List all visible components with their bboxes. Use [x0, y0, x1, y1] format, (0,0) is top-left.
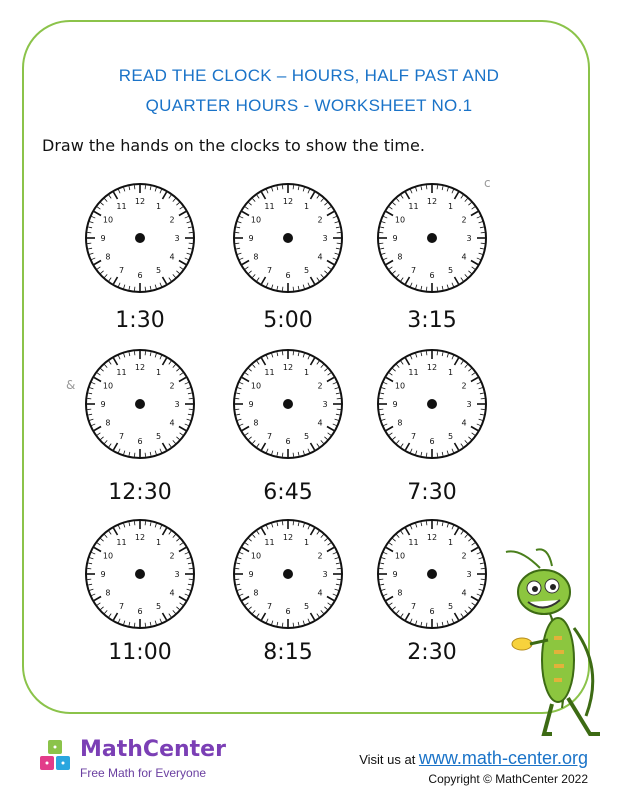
- worksheet-title-line-2: QUARTER HOURS - WORKSHEET NO.1: [145, 96, 473, 115]
- clock-number: 8: [397, 252, 403, 262]
- clock-number: 8: [253, 418, 259, 428]
- clock-number: 5: [303, 266, 310, 276]
- clock-number: 5: [155, 266, 162, 276]
- clock-number: 11: [408, 537, 419, 547]
- clock-number: 2: [317, 551, 323, 561]
- clock-number: 11: [116, 201, 127, 211]
- clock-number: 1: [447, 201, 454, 211]
- clock-number: 1: [303, 367, 310, 377]
- clock-number: 11: [264, 201, 275, 211]
- clock-number: 10: [250, 215, 262, 225]
- clock-number: 6: [429, 271, 435, 280]
- time-label: 1:30: [115, 308, 165, 333]
- clock-number: 11: [264, 367, 275, 377]
- clock-number: 12: [426, 363, 438, 372]
- clock-number: 2: [169, 551, 175, 561]
- clock-number: 9: [100, 400, 106, 409]
- clock-number: 5: [155, 602, 162, 612]
- clock-number: 3: [322, 234, 328, 243]
- time-label: 8:15: [263, 640, 313, 665]
- clock-number: 4: [461, 588, 467, 598]
- clock-number: 10: [250, 381, 262, 391]
- time-label: 6:45: [263, 480, 313, 505]
- clock-number: 9: [248, 400, 254, 409]
- clock-center-dot: [283, 399, 293, 409]
- visit-prefix: Visit us at: [359, 752, 419, 767]
- clock-number: 12: [426, 533, 438, 542]
- clock-number: 11: [264, 537, 275, 547]
- clock-number: 1: [155, 367, 162, 377]
- clock-number: 4: [169, 418, 175, 428]
- clock-number: 8: [105, 252, 111, 262]
- copyright-text: Copyright © MathCenter 2022: [428, 772, 588, 786]
- brand-tagline: Free Math for Everyone: [80, 766, 207, 780]
- clock-number: 8: [253, 588, 259, 598]
- pencil-mark: &: [66, 378, 76, 392]
- clock-number: 9: [392, 234, 398, 243]
- clock-number: 10: [102, 215, 114, 225]
- clock-number: 3: [322, 400, 328, 409]
- clock-number: 6: [285, 607, 291, 616]
- clock-number: 11: [408, 201, 419, 211]
- clock-number: 11: [116, 367, 127, 377]
- clock-number: 9: [248, 570, 254, 579]
- clock-number: 5: [447, 266, 454, 276]
- clock-number: 4: [461, 252, 467, 262]
- clock-number: 5: [447, 602, 454, 612]
- website-link[interactable]: www.math-center.org: [418, 748, 588, 768]
- clock-number: 1: [155, 201, 162, 211]
- clock-center-dot: [427, 569, 437, 579]
- clock-number: 1: [303, 537, 310, 547]
- clock-number: 12: [282, 363, 294, 372]
- clock-number: 7: [266, 602, 273, 612]
- clock-center-dot: [427, 233, 437, 243]
- clock-number: 11: [116, 537, 127, 547]
- clock-number: 4: [317, 418, 323, 428]
- clock-face[interactable]: [230, 516, 346, 632]
- time-label: 11:00: [108, 640, 172, 665]
- clock-face[interactable]: [230, 180, 346, 296]
- clock-number: 5: [303, 432, 310, 442]
- clock-number: 2: [461, 381, 467, 391]
- time-label: 2:30: [407, 640, 457, 665]
- clock-face[interactable]: [82, 180, 198, 296]
- clock-number: 8: [105, 588, 111, 598]
- clock-number: 6: [429, 437, 435, 446]
- clock-number: 8: [253, 252, 259, 262]
- clock-number: 5: [155, 432, 162, 442]
- clock-face[interactable]: [82, 516, 198, 632]
- clock-number: 8: [397, 588, 403, 598]
- clock-number: 3: [466, 400, 472, 409]
- clock-face[interactable]: [374, 346, 490, 462]
- clock-number: 6: [285, 271, 291, 280]
- worksheet-title-line-1: READ THE CLOCK – HOURS, HALF PAST AND: [118, 66, 500, 85]
- clock-number: 3: [322, 570, 328, 579]
- clock-number: 10: [394, 551, 406, 561]
- clock-number: 12: [134, 197, 146, 206]
- clock-face[interactable]: [230, 346, 346, 462]
- clock-number: 7: [410, 602, 417, 612]
- clock-number: 4: [317, 252, 323, 262]
- clock-number: 3: [466, 570, 472, 579]
- clock-center-dot: [135, 399, 145, 409]
- time-label: 7:30: [407, 480, 457, 505]
- clock-number: 1: [155, 537, 162, 547]
- mathcenter-logo-icon: [38, 738, 72, 778]
- clock-number: 12: [134, 533, 146, 542]
- clock-center-dot: [135, 569, 145, 579]
- clock-number: 7: [266, 432, 273, 442]
- clock-number: 2: [317, 215, 323, 225]
- clock-number: 9: [248, 234, 254, 243]
- brand-name: MathCenter: [80, 737, 226, 762]
- clock-number: 7: [410, 432, 417, 442]
- clock-number: 12: [282, 533, 294, 542]
- visit-line: [359, 748, 588, 769]
- time-label: 12:30: [108, 480, 172, 505]
- clock-number: 11: [408, 367, 419, 377]
- clock-number: 5: [303, 602, 310, 612]
- clock-number: 7: [266, 266, 273, 276]
- clock-number: 8: [105, 418, 111, 428]
- clock-number: 9: [392, 570, 398, 579]
- clock-face[interactable]: [374, 516, 490, 632]
- grasshopper-mascot-icon: [500, 548, 610, 738]
- clock-number: 4: [317, 588, 323, 598]
- clock-number: 6: [137, 607, 143, 616]
- pencil-mark: c: [484, 176, 491, 190]
- instructions-text: Draw the hands on the clocks to show the time.: [42, 136, 425, 155]
- clock-number: 2: [169, 381, 175, 391]
- clock-number: 3: [466, 234, 472, 243]
- clock-number: 12: [282, 197, 294, 206]
- clock-number: 6: [137, 271, 143, 280]
- clock-number: 6: [429, 607, 435, 616]
- clock-number: 2: [317, 381, 323, 391]
- clock-center-dot: [283, 569, 293, 579]
- clock-number: 4: [169, 588, 175, 598]
- clock-number: 1: [447, 367, 454, 377]
- clock-number: 4: [461, 418, 467, 428]
- clock-number: 7: [118, 432, 125, 442]
- clock-number: 7: [410, 266, 417, 276]
- clock-number: 3: [174, 570, 180, 579]
- clock-number: 10: [102, 381, 114, 391]
- clock-number: 1: [303, 201, 310, 211]
- clock-center-dot: [283, 233, 293, 243]
- clock-number: 10: [250, 551, 262, 561]
- clock-number: 6: [285, 437, 291, 446]
- clock-center-dot: [427, 399, 437, 409]
- clock-number: 3: [174, 234, 180, 243]
- clock-number: 8: [397, 418, 403, 428]
- clock-number: 9: [100, 234, 106, 243]
- clock-number: 10: [394, 215, 406, 225]
- clock-center-dot: [135, 233, 145, 243]
- clock-number: 9: [392, 400, 398, 409]
- time-label: 5:00: [263, 308, 313, 333]
- clock-number: 7: [118, 266, 125, 276]
- clock-number: 5: [447, 432, 454, 442]
- clock-number: 4: [169, 252, 175, 262]
- clock-number: 3: [174, 400, 180, 409]
- clock-face[interactable]: [374, 180, 490, 296]
- clock-number: 10: [102, 551, 114, 561]
- clock-number: 9: [100, 570, 106, 579]
- clock-number: 12: [426, 197, 438, 206]
- clock-number: 2: [461, 215, 467, 225]
- clock-number: 7: [118, 602, 125, 612]
- clock-number: 2: [461, 551, 467, 561]
- clock-face[interactable]: [82, 346, 198, 462]
- time-label: 3:15: [407, 308, 457, 333]
- clock-number: 2: [169, 215, 175, 225]
- clock-number: 10: [394, 381, 406, 391]
- clock-number: 1: [447, 537, 454, 547]
- clock-number: 6: [137, 437, 143, 446]
- clock-number: 12: [134, 363, 146, 372]
